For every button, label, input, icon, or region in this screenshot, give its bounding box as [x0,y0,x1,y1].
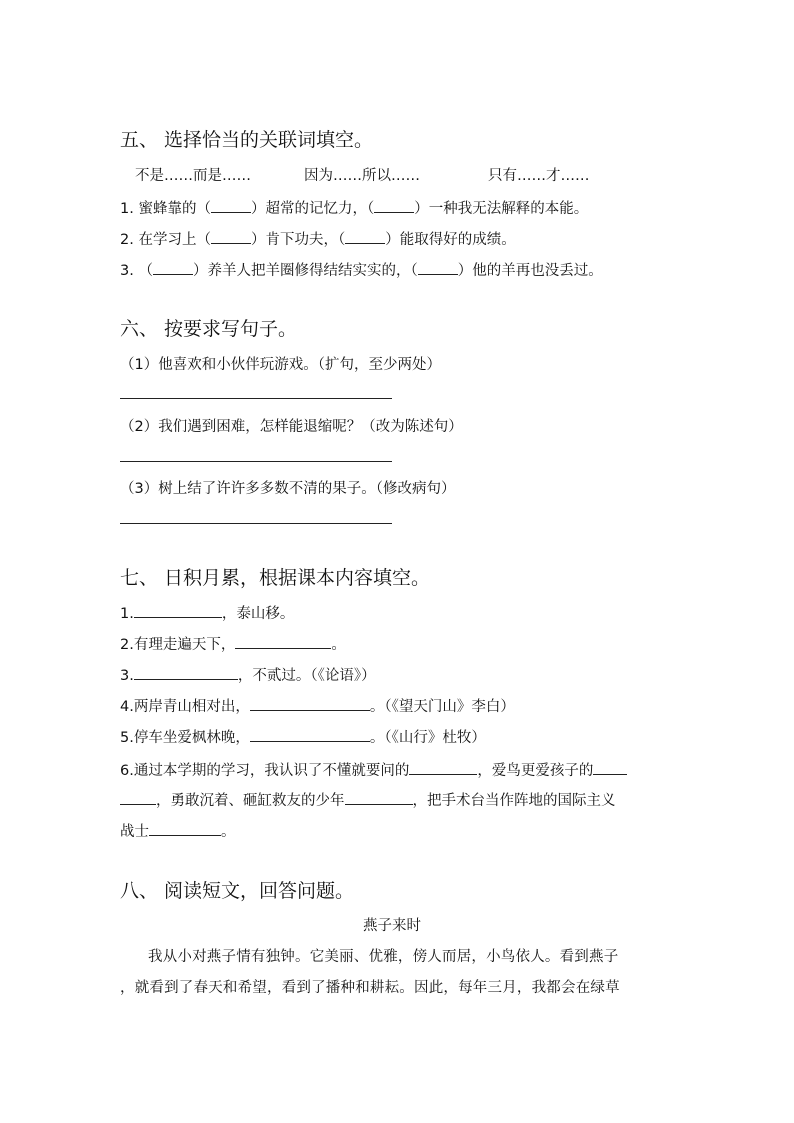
s6-item-2: （2）我们遇到困难，怎样能退缩呢？（改为陈述句） [120,419,463,435]
blank[interactable] [374,198,414,213]
answer-line-2[interactable] [120,461,392,462]
s7-item-6-line-3: 战士 。 [120,820,236,841]
s7-item-6-line-2: ，勇敢沉着、砸缸救友的少年 ，把手术台当作阵地的国际主义 [120,789,616,810]
option-2: 因为……所以…… [304,168,420,184]
blank[interactable] [345,790,413,805]
blank[interactable] [593,760,627,775]
s7-item-6-line-1: 6.通过本学期的学习，我认识了不懂就要问的 ，爱鸟更爱孩子的 [120,759,627,780]
blank[interactable] [418,260,458,275]
s5-item-3: 3. （ ）养羊人把羊圈修得结结实实的，（ ）他的羊再也没丢过。 [120,259,603,280]
s5-item-1: 1. 蜜蜂靠的（ ）超常的记忆力，（ ）一种我无法解释的本能。 [120,197,588,218]
s5-item-2: 2. 在学习上（ ）肯下功夫，（ ）能取得好的成绩。 [120,228,516,249]
section-6-title: 六、 按要求写句子。 [120,318,298,340]
s7-item-1: 1. ，泰山移。 [120,602,294,623]
section-8-title: 八、 阅读短文，回答问题。 [120,880,355,902]
s6-item-3: （3）树上结了许许多多数不清的果子。（修改病句） [120,481,456,497]
blank[interactable] [149,821,221,836]
option-1: 不是……而是…… [135,168,251,184]
passage-paragraph-line-2: ，就看到了春天和希望，看到了播种和耕耘。因此，每年三月，我都会在绿草 [120,980,620,996]
section-5-title: 五、 选择恰当的关联词填空。 [120,129,374,151]
section-7-title: 七、 日积月累，根据课本内容填空。 [120,567,431,589]
s7-item-3: 3. ，不贰过。（《论语》） [120,664,376,685]
blank[interactable] [250,727,370,742]
answer-line-1[interactable] [120,398,392,399]
s7-item-4: 4.两岸青山相对出， 。（《望天门山》李白） [120,695,515,716]
blank[interactable] [211,229,251,244]
blank[interactable] [409,760,477,775]
blank[interactable] [235,634,331,649]
blank[interactable] [120,790,156,805]
passage-paragraph-line-1: 我从小对燕子情有独钟。它美丽、优雅，傍人而居，小鸟依人。看到燕子 [148,949,619,965]
blank[interactable] [153,260,193,275]
passage-title: 燕子来时 [363,918,421,934]
blank[interactable] [250,696,370,711]
s6-item-1: （1）他喜欢和小伙伴玩游戏。（扩句，至少两处） [120,357,441,373]
answer-line-3[interactable] [120,523,392,524]
blank[interactable] [211,198,251,213]
option-3: 只有……才…… [488,168,590,184]
s7-item-2: 2.有理走遍天下， 。 [120,633,346,654]
blank[interactable] [345,229,385,244]
blank[interactable] [134,603,222,618]
blank[interactable] [134,665,238,680]
s7-item-5: 5.停车坐爱枫林晚， 。（《山行》杜牧） [120,726,486,747]
